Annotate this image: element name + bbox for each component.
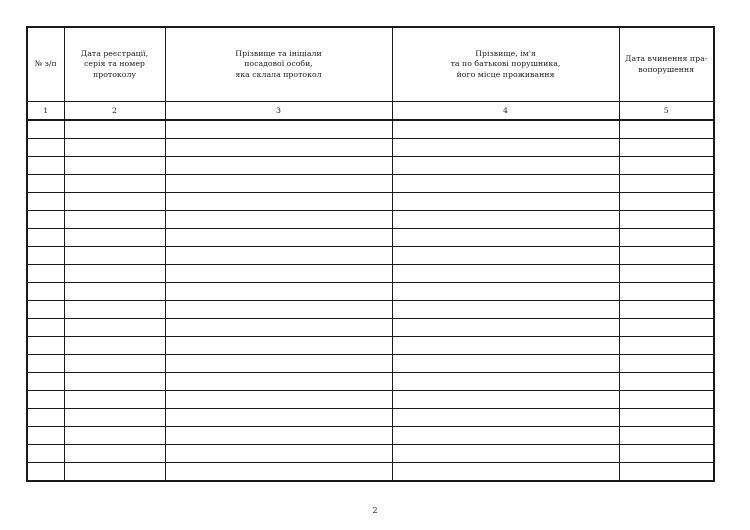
table-cell <box>27 445 64 463</box>
table-cell <box>27 319 64 337</box>
table-cell <box>392 463 619 482</box>
table-cell <box>64 157 165 175</box>
table-cell <box>64 445 165 463</box>
table-row <box>27 319 714 337</box>
table-cell <box>392 373 619 391</box>
table-cell <box>619 301 714 319</box>
table-cell <box>392 120 619 139</box>
page-number: 2 <box>372 506 378 515</box>
table-cell <box>165 355 392 373</box>
table-cell <box>619 265 714 283</box>
table-cell <box>392 337 619 355</box>
table-row <box>27 463 714 482</box>
table-cell <box>64 247 165 265</box>
table-cell <box>27 373 64 391</box>
table-cell <box>392 427 619 445</box>
table-cell <box>27 409 64 427</box>
table-cell <box>27 193 64 211</box>
table-row <box>27 373 714 391</box>
table-cell <box>64 193 165 211</box>
table-cell <box>165 319 392 337</box>
table-cell <box>619 193 714 211</box>
table-cell <box>64 283 165 301</box>
table-cell <box>392 319 619 337</box>
table-cell <box>392 139 619 157</box>
table-row <box>27 193 714 211</box>
table-cell <box>27 427 64 445</box>
table-cell <box>165 175 392 193</box>
table-cell <box>165 337 392 355</box>
header-cell-official-name: Прізвище та ініціали посадової особи, яка склала протокол <box>165 27 392 102</box>
table-cell <box>64 139 165 157</box>
table-cell <box>27 157 64 175</box>
table-cell <box>64 301 165 319</box>
table-cell <box>27 283 64 301</box>
table-cell <box>165 229 392 247</box>
table-cell <box>165 265 392 283</box>
table-row <box>27 409 714 427</box>
table-cell <box>619 427 714 445</box>
column-number: 4 <box>392 102 619 121</box>
header-row <box>27 27 714 102</box>
column-number: 2 <box>64 102 165 121</box>
header-cell-offender-name: Прізвище, ім'я та по батькові порушника, його місце проживання <box>392 27 619 102</box>
table-cell <box>27 175 64 193</box>
table-row <box>27 265 714 283</box>
column-number: 3 <box>165 102 392 121</box>
table-cell <box>392 409 619 427</box>
header-cell-offense-date: Дата вчинення пра- вопорушення <box>619 27 714 102</box>
table-cell <box>392 175 619 193</box>
table-cell <box>619 139 714 157</box>
table-cell <box>619 120 714 139</box>
column-number: 1 <box>27 102 64 121</box>
table-cell <box>619 283 714 301</box>
table-cell <box>64 120 165 139</box>
table-cell <box>392 301 619 319</box>
table-cell <box>392 283 619 301</box>
table-cell <box>27 355 64 373</box>
table-cell <box>165 283 392 301</box>
table-cell <box>619 463 714 482</box>
table-cell <box>27 463 64 482</box>
column-number: 5 <box>619 102 714 121</box>
table-cell <box>392 229 619 247</box>
table-cell <box>619 229 714 247</box>
table-cell <box>27 247 64 265</box>
table-cell <box>392 391 619 409</box>
table-cell <box>165 463 392 482</box>
table-cell <box>64 373 165 391</box>
table-cell <box>27 211 64 229</box>
table-cell <box>64 229 165 247</box>
table-row <box>27 391 714 409</box>
table-cell <box>619 175 714 193</box>
table-cell <box>619 445 714 463</box>
table-cell <box>392 157 619 175</box>
header-cell-registration-date: Дата реєстрації, серія та номер протоколу <box>64 27 165 102</box>
table-cell <box>619 355 714 373</box>
table-cell <box>64 391 165 409</box>
table-cell <box>619 319 714 337</box>
table-cell <box>392 193 619 211</box>
table-cell <box>64 337 165 355</box>
table-cell <box>27 391 64 409</box>
table-row <box>27 120 714 139</box>
table-row <box>27 247 714 265</box>
table-cell <box>619 373 714 391</box>
table-cell <box>619 211 714 229</box>
table-cell <box>27 301 64 319</box>
column-number-row <box>27 102 714 121</box>
header-cell-number: № з/п <box>27 27 64 102</box>
table-cell <box>64 463 165 482</box>
table-cell <box>64 427 165 445</box>
table-cell <box>27 337 64 355</box>
table-cell <box>165 427 392 445</box>
table-cell <box>165 157 392 175</box>
table-cell <box>165 211 392 229</box>
table-row <box>27 337 714 355</box>
table-cell <box>165 373 392 391</box>
table-row <box>27 157 714 175</box>
table-cell <box>27 139 64 157</box>
table-cell <box>392 211 619 229</box>
table-cell <box>619 337 714 355</box>
table-cell <box>165 391 392 409</box>
table-cell <box>165 409 392 427</box>
table-cell <box>27 120 64 139</box>
table-cell <box>27 265 64 283</box>
table-row <box>27 427 714 445</box>
protocol-register-table <box>26 26 715 482</box>
table-cell <box>64 355 165 373</box>
table-cell <box>165 139 392 157</box>
table-cell <box>64 175 165 193</box>
table-cell <box>619 409 714 427</box>
table-cell <box>64 409 165 427</box>
table-cell <box>619 157 714 175</box>
table-cell <box>165 445 392 463</box>
table-cell <box>165 301 392 319</box>
table-cell <box>392 445 619 463</box>
table-cell <box>165 193 392 211</box>
table-cell <box>64 319 165 337</box>
table-cell <box>392 355 619 373</box>
table-row <box>27 283 714 301</box>
table-row <box>27 355 714 373</box>
table-cell <box>619 391 714 409</box>
table-row <box>27 139 714 157</box>
table-cell <box>64 211 165 229</box>
table-cell <box>165 247 392 265</box>
table-cell <box>619 247 714 265</box>
table-row <box>27 301 714 319</box>
table-cell <box>27 229 64 247</box>
table-row <box>27 211 714 229</box>
table-cell <box>392 265 619 283</box>
table-cell <box>64 265 165 283</box>
table-row <box>27 445 714 463</box>
table-row <box>27 175 714 193</box>
table-cell <box>165 120 392 139</box>
table-cell <box>392 247 619 265</box>
table-row <box>27 229 714 247</box>
